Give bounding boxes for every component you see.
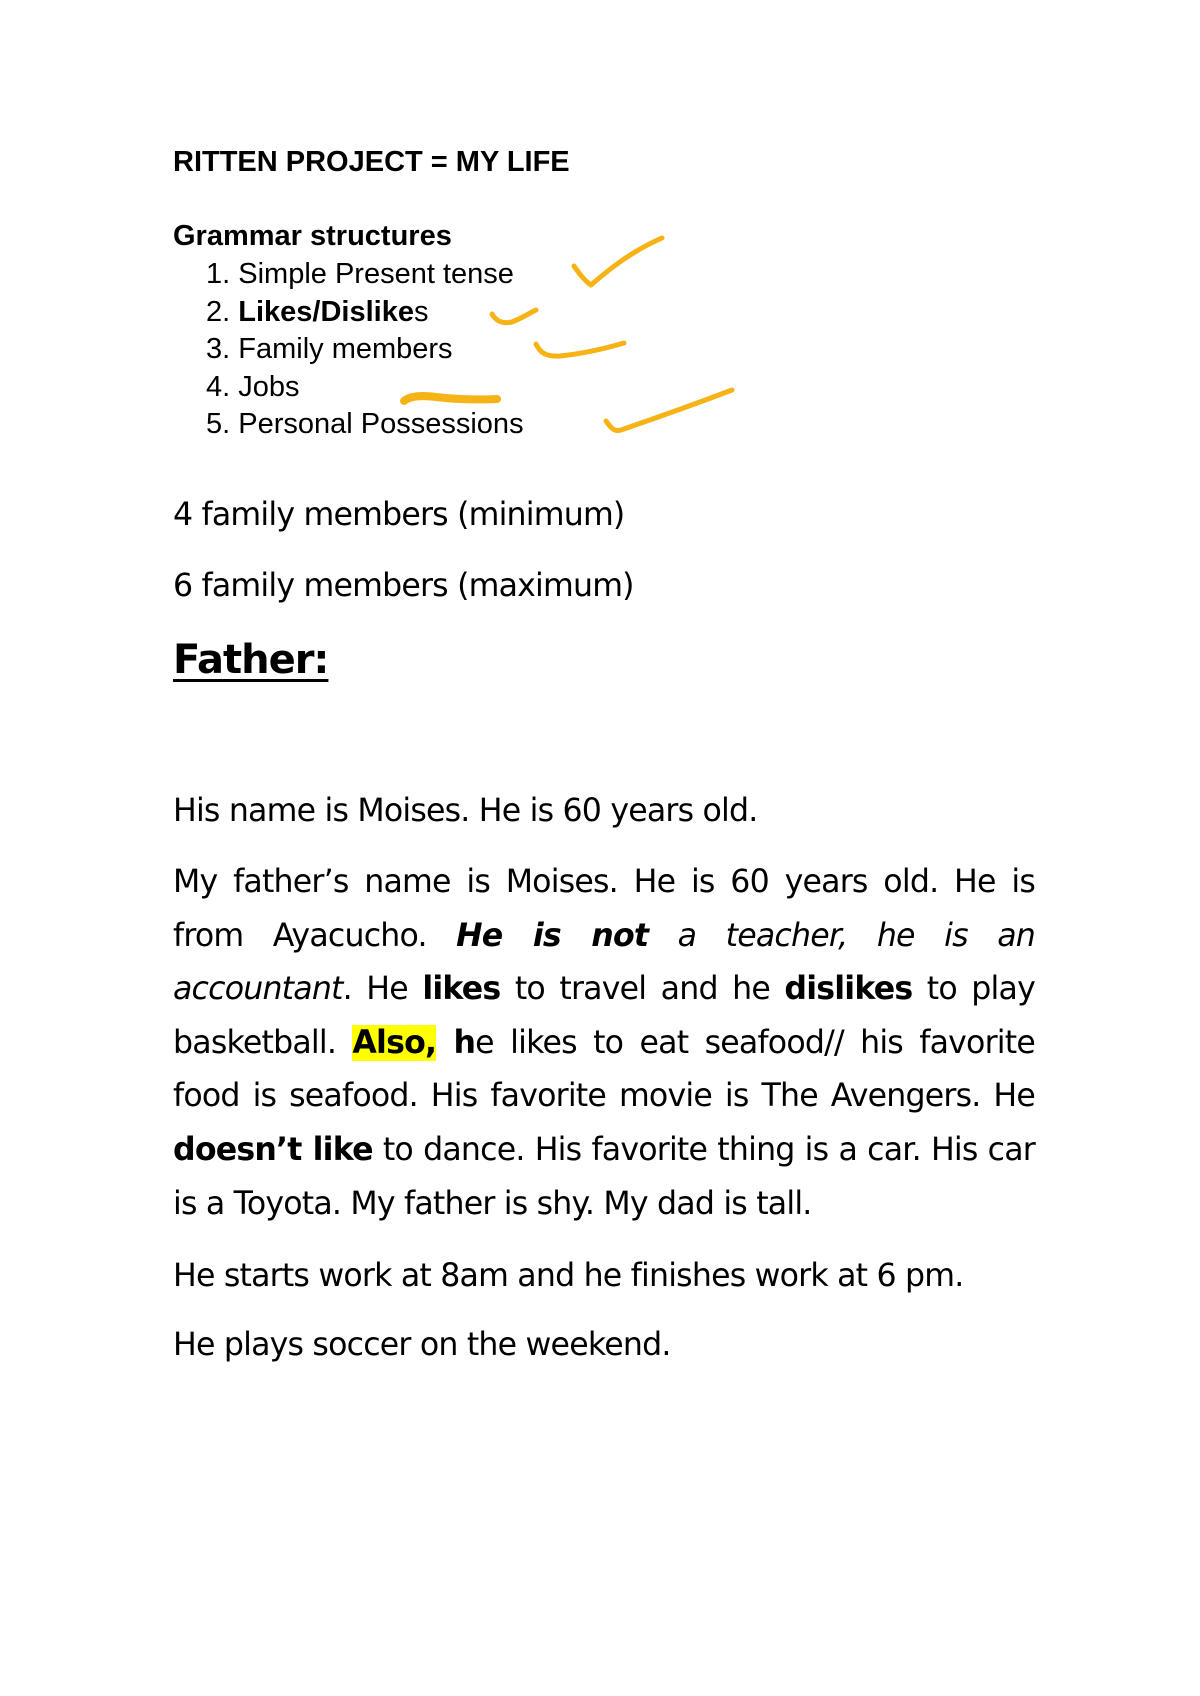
paragraph-text: to dance. His favorite thing is a car. His car is a Toyota. My father is shy. My dad is tall. — [173, 1131, 1035, 1222]
grammar-item-number: 3. — [206, 333, 231, 365]
members-minimum: 4 family members (minimum) — [173, 497, 625, 533]
checkmark-icon — [606, 390, 732, 431]
father-work-hours: He starts work at 8am and he finishes work at 6 pm. — [173, 1258, 964, 1294]
highlighted-word: Also, — [352, 1024, 437, 1061]
paragraph-text: My father’s name is Moises. He is 60 years old. He is from Ayacucho. — [173, 864, 1035, 954]
paragraph-emphasis: He is not — [456, 917, 649, 954]
grammar-item-number: 2. — [206, 295, 231, 328]
paragraph-bold: likes — [422, 971, 501, 1008]
grammar-item-likes-dislikes — [206, 294, 524, 332]
checkmark-icon — [536, 343, 624, 356]
grammar-item-personal-possessions — [206, 406, 524, 444]
grammar-item-label: Personal Possessions — [238, 408, 524, 440]
grammar-item-number: 5. — [206, 408, 231, 440]
paragraph-bold: dislikes — [784, 971, 913, 1008]
grammar-item-label: Jobs — [238, 370, 300, 403]
grammar-item-label-bold: Likes/Dislike — [238, 295, 414, 328]
paragraph-text: to play basketball. — [173, 971, 1035, 1061]
grammar-item-family-members — [206, 331, 524, 369]
paragraph-italic: a teacher, he is an accountant — [173, 917, 1035, 1008]
members-maximum: 6 family members (maximum) — [173, 568, 634, 604]
paragraph-bold: doesn’t like — [173, 1131, 373, 1168]
grammar-item-label-tail: s — [413, 295, 429, 328]
paragraph-bold: h — [436, 1024, 476, 1061]
grammar-item-label: Family members — [238, 333, 453, 365]
father-intro: His name is Moises. He is 60 years old. — [173, 793, 758, 829]
paragraph-text: e likes to eat seafood// his favorite food is seafood. His favorite movie is The Avengers. He — [173, 1024, 1035, 1115]
document-title: RITTEN PROJECT = MY LIFE — [173, 146, 570, 178]
checkmark-icon — [574, 238, 662, 285]
paragraph-text: . He — [342, 971, 423, 1008]
grammar-item-number: 4. — [206, 370, 231, 403]
paragraph-text: to travel and he — [500, 971, 785, 1008]
father-paragraph — [173, 856, 1035, 1231]
father-weekend: He plays soccer on the weekend. — [173, 1327, 671, 1363]
father-heading: Father: — [173, 637, 329, 683]
grammar-item-number: 1. — [206, 258, 231, 290]
grammar-heading: Grammar structures — [173, 220, 452, 252]
grammar-item-simple-present — [206, 256, 524, 294]
grammar-list — [206, 256, 524, 444]
grammar-item-jobs — [206, 369, 524, 407]
grammar-item-label: Simple Present tense — [238, 258, 514, 290]
